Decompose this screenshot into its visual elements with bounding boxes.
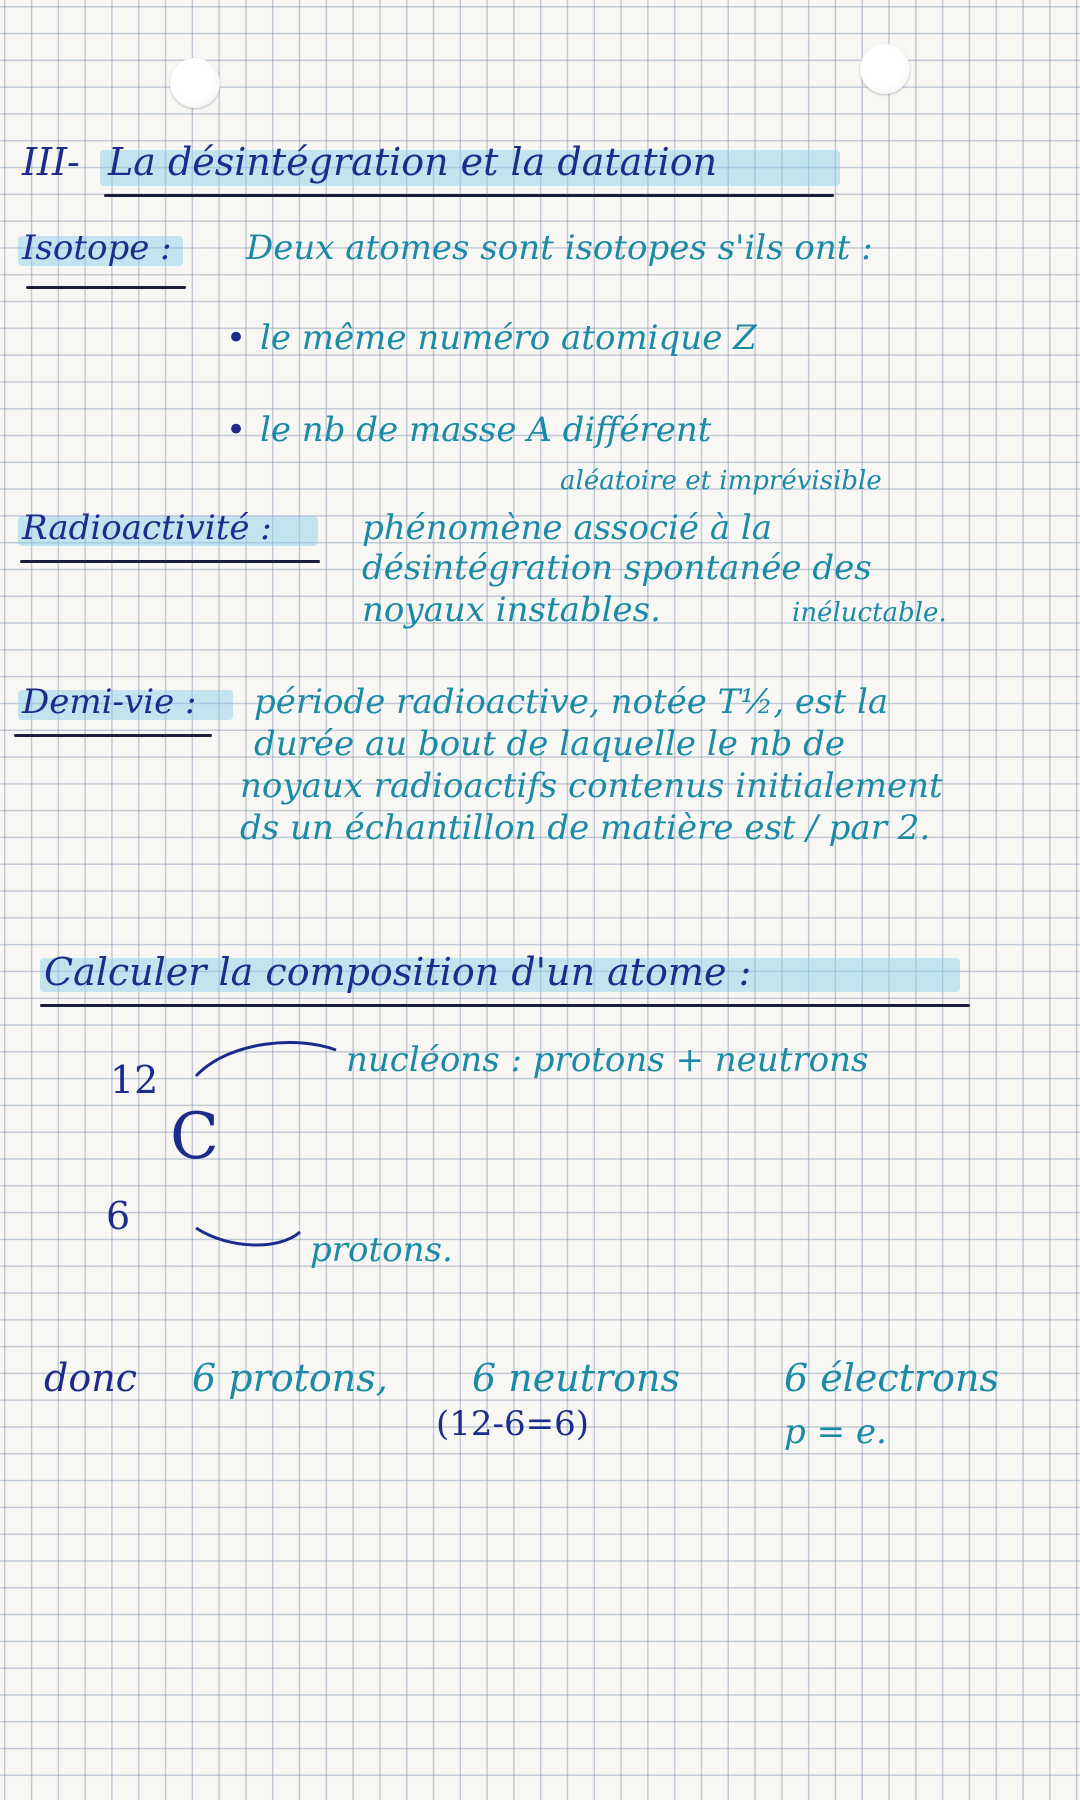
- punch-hole-right: [860, 44, 910, 94]
- bullet-dot-2: •: [226, 410, 247, 450]
- nucleons-label: nucléons : protons + neutrons: [346, 1040, 869, 1080]
- isotope-term: Isotope :: [22, 228, 172, 268]
- demi-vie-line-2: durée au bout de laquelle le nb de: [254, 724, 845, 764]
- title-underline: [104, 194, 834, 197]
- isotope-intro: Deux atomes sont isotopes s'ils ont :: [246, 228, 873, 268]
- demi-vie-underline: [14, 734, 212, 737]
- calcul-title: Calculer la composition d'un atome :: [44, 950, 752, 994]
- atomic-number: 6: [106, 1194, 131, 1238]
- protons-count: 6 protons,: [192, 1356, 388, 1400]
- calcul-underline: [40, 1004, 970, 1007]
- neutrons-calculation: (12-6=6): [436, 1404, 590, 1444]
- isotope-bullet-2: le nb de masse A différent: [260, 410, 712, 450]
- radioactivite-underline: [20, 560, 320, 563]
- isotope-underline: [26, 286, 186, 289]
- radioactivite-line-3: noyaux instables.: [362, 590, 661, 630]
- radioactivite-term: Radioactivité :: [22, 508, 272, 548]
- demi-vie-line-1: période radioactive, notée T½, est la: [254, 682, 889, 722]
- mass-number: 12: [110, 1058, 159, 1102]
- demi-vie-line-3: noyaux radioactifs contenus initialement: [240, 766, 943, 806]
- radioactivite-line-2: désintégration spontanée des: [362, 548, 872, 588]
- isotope-bullet-1: le même numéro atomique Z: [260, 318, 757, 358]
- element-symbol: C: [170, 1100, 219, 1174]
- electrons-note: p = e.: [784, 1412, 887, 1452]
- demi-vie-term: Demi-vie :: [22, 682, 197, 722]
- heading-numeral: III-: [22, 140, 80, 184]
- punch-hole-left: [170, 58, 220, 108]
- radioactivite-annotation: aléatoire et imprévisible: [560, 466, 882, 496]
- bullet-dot-1: •: [226, 318, 247, 358]
- protons-label: protons.: [310, 1230, 453, 1270]
- radioactivite-line-1: phénomène associé à la: [362, 508, 773, 548]
- conclusion-donc: donc: [44, 1356, 137, 1400]
- radioactivite-note: inéluctable.: [792, 598, 947, 628]
- neutrons-count: 6 neutrons: [472, 1356, 680, 1400]
- electrons-count: 6 électrons: [784, 1356, 999, 1400]
- demi-vie-line-4: ds un échantillon de matière est / par 2.: [240, 808, 931, 848]
- protons-bracket: [196, 1228, 300, 1245]
- page-title: La désintégration et la datation: [108, 140, 718, 184]
- nucleons-bracket: [196, 1043, 336, 1076]
